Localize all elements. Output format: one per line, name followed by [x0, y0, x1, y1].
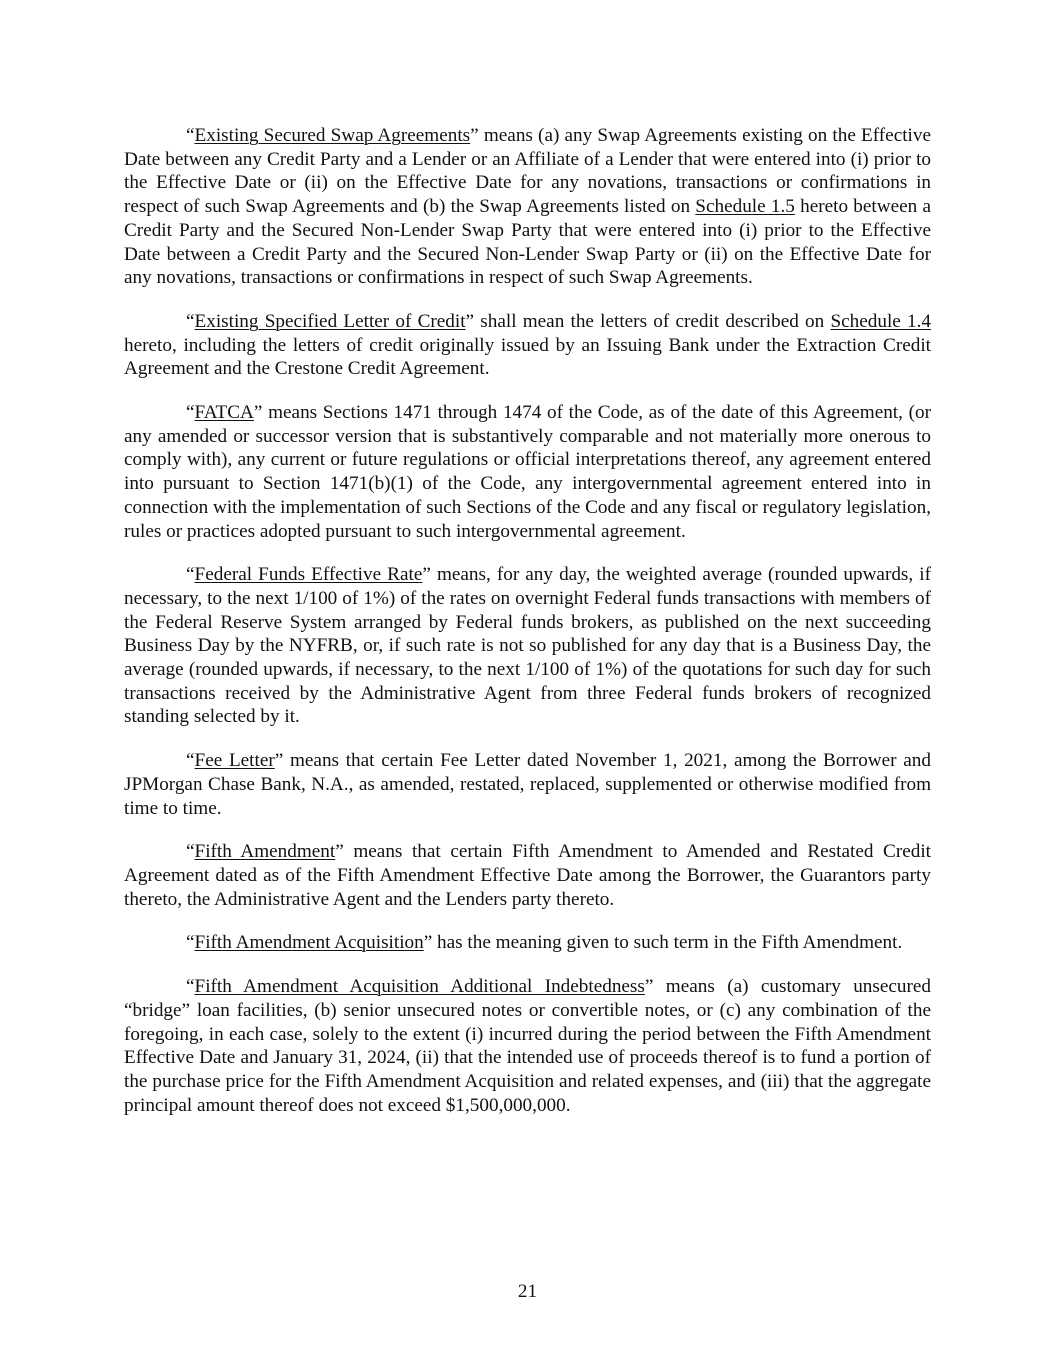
- definition-fee-letter: [124, 749, 931, 820]
- open-quote: “: [186, 564, 195, 586]
- defined-term: Fee Letter: [194, 750, 275, 772]
- schedule-reference: Schedule 1.4: [830, 310, 931, 332]
- definition-text: hereto between a Credit Party and the Secured Non-Lender Swap Party that were entered into (i) prior to the Effective Date between a Credit Party and the Secured Non-Lender Swap Party or (ii) on the Effective Date for any novations, transactions or confirmations in respect of such Swap Agreements.: [124, 196, 931, 289]
- definition-fifth-amendment-acquisition: [124, 931, 931, 955]
- open-quote: “: [186, 976, 195, 998]
- definition-text: means (a) customary unsecured “bridge” loan facilities, (b) senior unsecured notes or convertible notes, or (c) any combination of the foregoing, in each case, solely to the extent (i) incurred during the period between the Fifth Amendment Effective Date and January 31, 2024, (ii) that the intended use of proceeds thereof is to fund a portion of the purchase price for the Fifth Amendment Acquisition and related expenses, and (iii) that the aggregate principal amount thereof does not exceed $1,500,000,000.: [124, 976, 931, 1116]
- schedule-reference: Schedule 1.5: [695, 196, 795, 218]
- close-quote: ”: [253, 402, 263, 424]
- open-quote: “: [186, 125, 195, 146]
- defined-term: Federal Funds Effective Rate: [194, 564, 423, 586]
- page-number: 21: [517, 1281, 538, 1302]
- definition-existing-secured-swap-agreements: [124, 124, 931, 290]
- definition-text: shall mean the letters of credit described on: [474, 310, 831, 332]
- open-quote: “: [186, 310, 195, 332]
- definition-text: means, for any day, the weighted average (rounded upwards, if necessary, to the next 1/100 of 1%) of the rates on overnight Federal funds transactions with members of the Federal Reserve System arranged by Federal funds brokers, as published on the next succeeding Business Day by the NYFRB, or, if such rate is not so published for any day that is a Business Day, the average (rounded upwards, if necessary, to the next 1/100 of 1%) of the quotations for such day for such transactions received by the Administrative Agent from three Federal funds brokers of recognized standing selected by it.: [124, 564, 931, 728]
- definition-text: hereto, including the letters of credit originally issued by an Issuing Bank under the Extraction Credit Agreement and the Crestone Credit Agreement.: [124, 334, 931, 380]
- open-quote: “: [186, 402, 195, 424]
- open-quote: “: [186, 750, 195, 772]
- defined-term: Existing Specified Letter of Credit: [194, 310, 466, 332]
- defined-term: FATCA: [194, 402, 254, 424]
- close-quote: ”: [644, 976, 654, 998]
- definition-existing-specified-letter-of-credit: [124, 310, 931, 381]
- close-quote: ”: [274, 750, 284, 772]
- close-quote: ”: [422, 564, 431, 586]
- document-page: [124, 124, 931, 1137]
- defined-term: Fifth Amendment Acquisition Additional Indebtedness: [194, 976, 645, 998]
- definition-text: has the meaning given to such term in the Fifth Amendment.: [432, 932, 903, 954]
- definition-text: means Sections 1471 through 1474 of the Code, as of the date of this Agreement, (or any amended or successor version that is substantively comparable and not materially more onerous to comply with), any current or future regulations or official interpretations thereof, any agreement entered into pursuant to Section 1471(b)(1) of the Code, any intergovernmental agreement entered into in connection with the implementation of such Sections of the Code and any fiscal or regulatory legislation, rules or practices adopted pursuant to such intergovernmental agreement.: [124, 402, 931, 542]
- open-quote: “: [186, 841, 195, 863]
- definition-text: means that certain Fee Letter dated November 1, 2021, among the Borrower and JPMorgan Chase Bank, N.A., as amended, restated, replaced, supplemented or otherwise modified from time to time.: [124, 750, 931, 819]
- defined-term: Existing Secured Swap Agreements: [194, 125, 471, 146]
- close-quote: ”: [470, 125, 479, 146]
- close-quote: ”: [423, 932, 433, 954]
- definition-text: means (a) any Swap Agreements existing on the Effective Date between any Credit Party and a Lender or an Affiliate of a Lender that were entered into (i) prior to the Effective Date or (ii) on the Effective Date for any novations, transactions or confirmations in respect of such Swap Agreements and (b) the Swap Agreements listed on: [124, 125, 931, 218]
- definition-fifth-amendment-acquisition-additional-indebtedness: [124, 975, 931, 1117]
- definition-text: means that certain Fifth Amendment to Amended and Restated Credit Agreement dated as of the Fifth Amendment Effective Date among the Borrower, the Guarantors party thereto, the Administrative Agent and the Lenders party thereto.: [124, 841, 931, 910]
- close-quote: ”: [465, 310, 475, 332]
- definition-federal-funds-effective-rate: [124, 563, 931, 729]
- defined-term: Fifth Amendment: [194, 841, 336, 863]
- definition-fifth-amendment: [124, 840, 931, 911]
- close-quote: ”: [335, 841, 344, 863]
- open-quote: “: [186, 932, 195, 954]
- definition-fatca: [124, 401, 931, 543]
- defined-term: Fifth Amendment Acquisition: [194, 932, 424, 954]
